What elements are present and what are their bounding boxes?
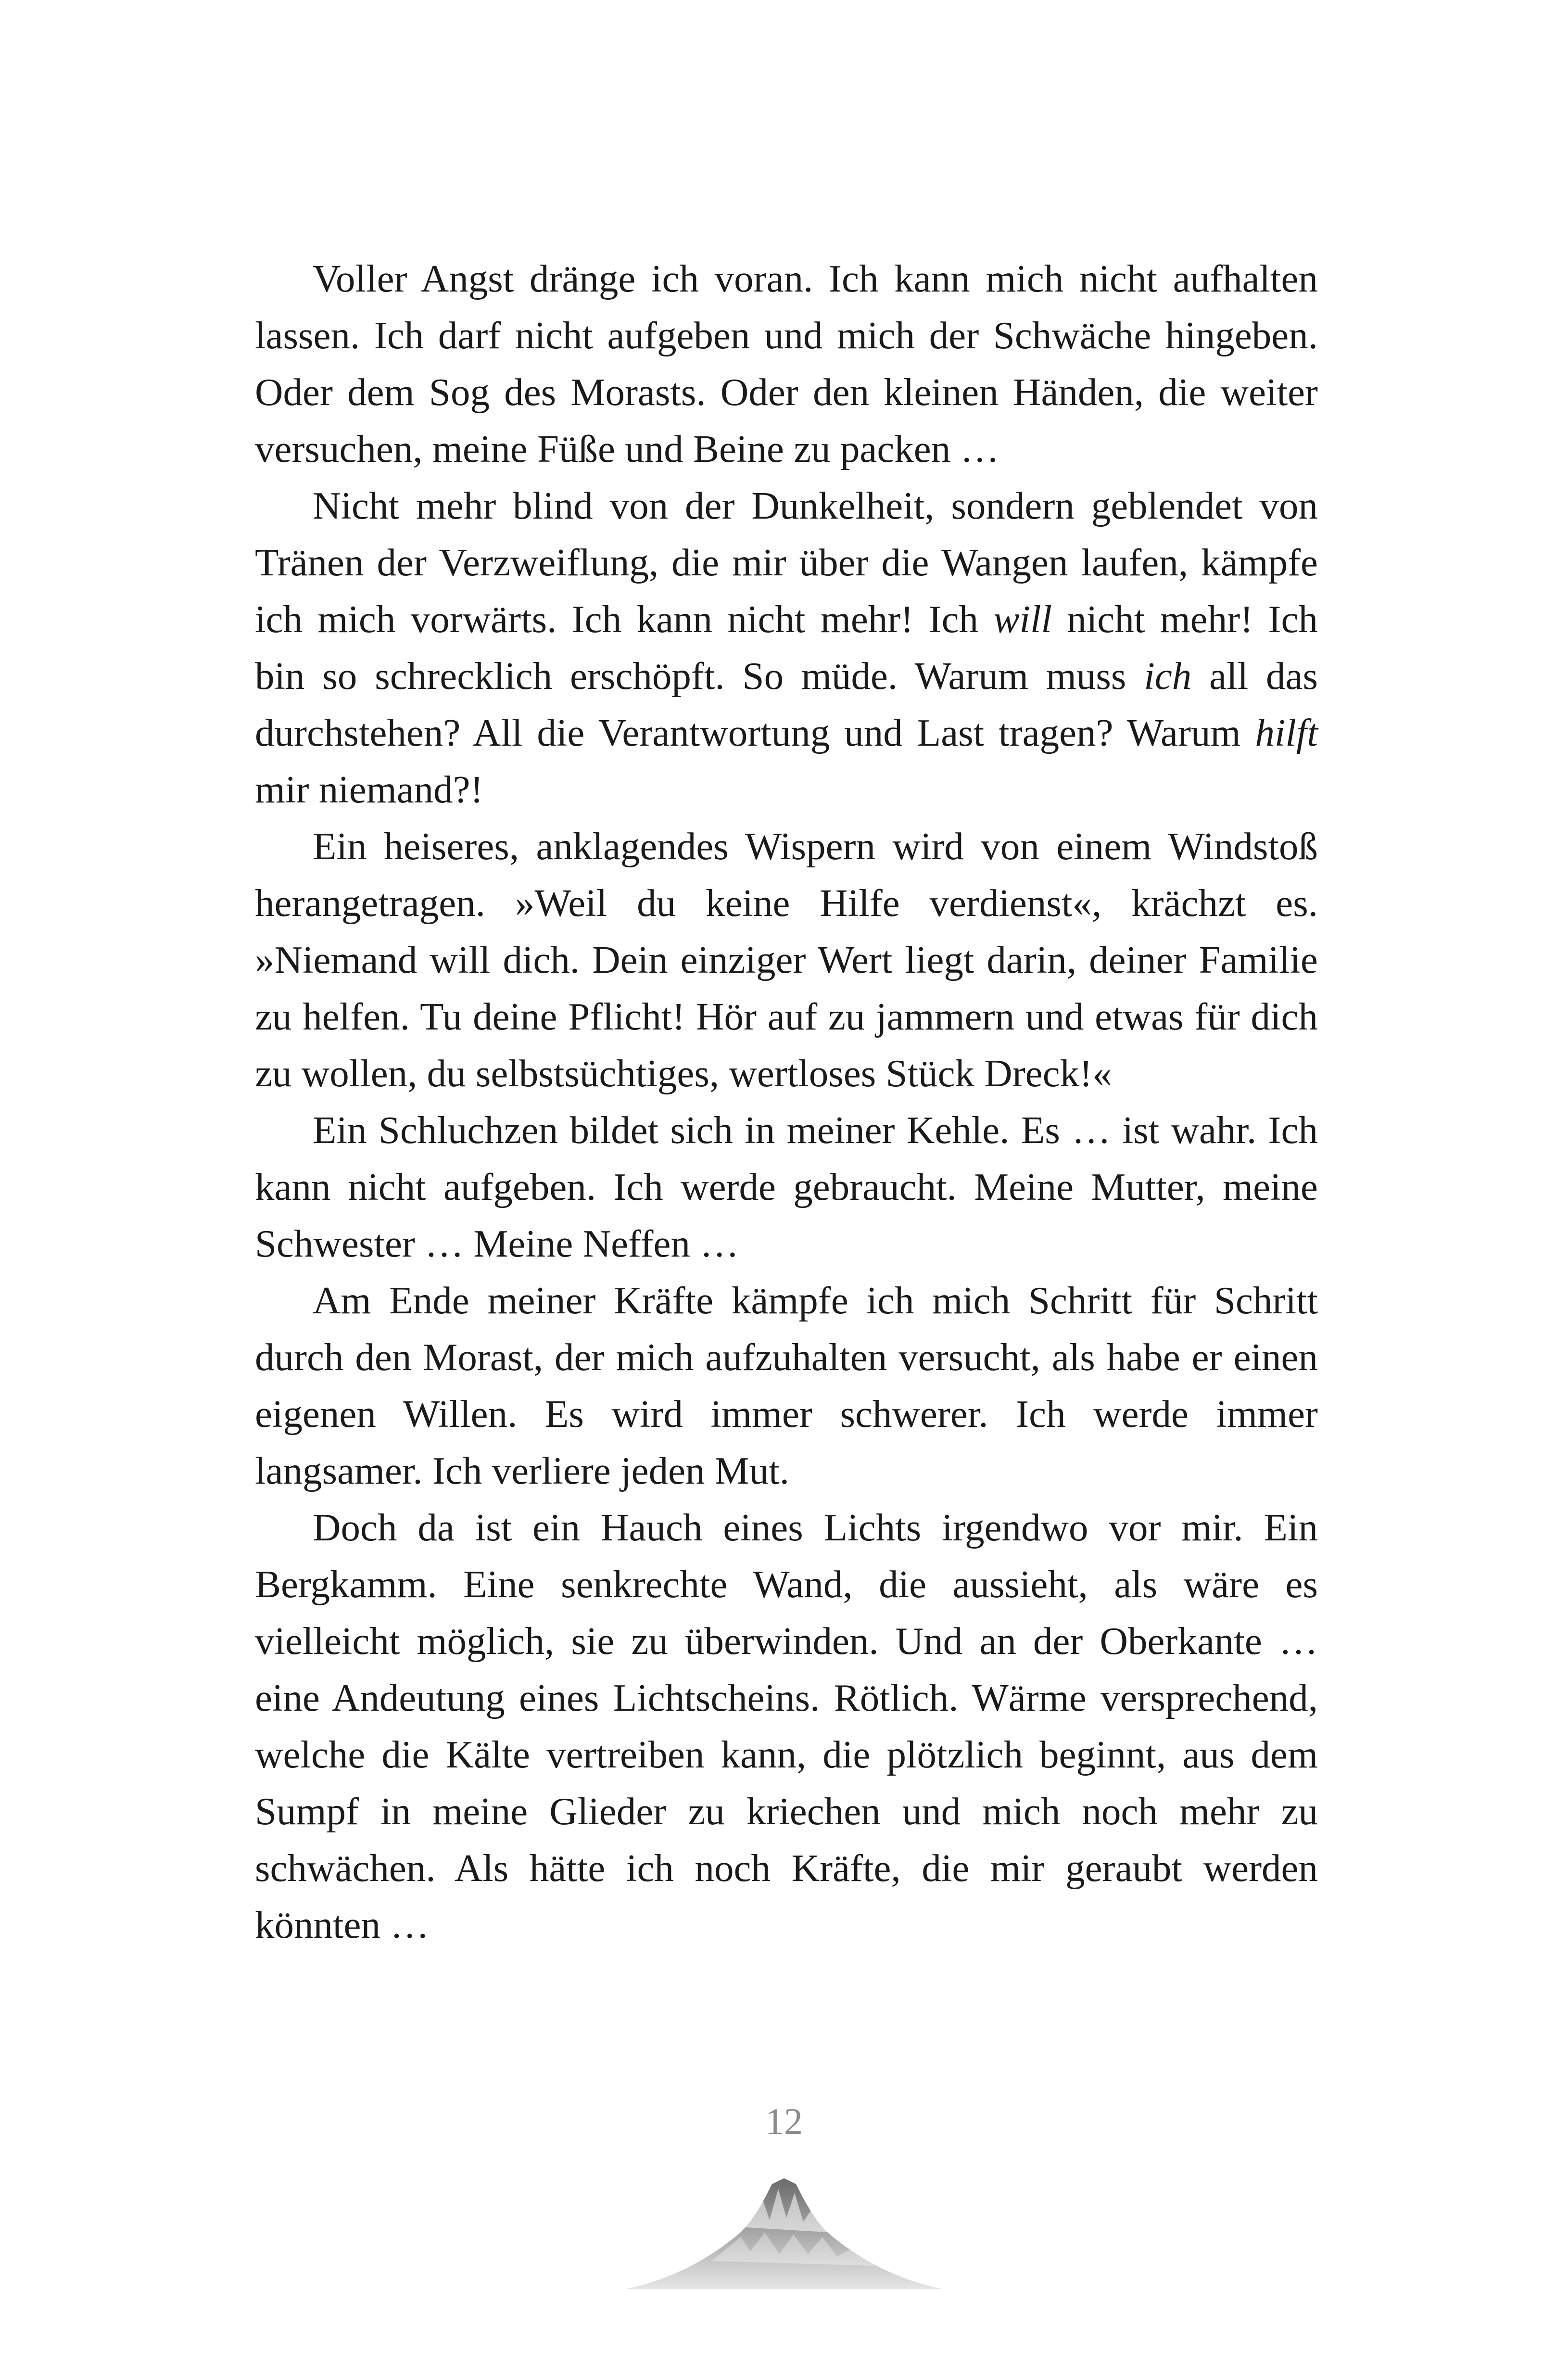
body-text (255, 250, 1318, 1953)
paragraph-3: Ein heiseres, anklagendes Wispern wird von einem Windstoß herangetragen. »Weil du keine Hilfe verdienst«, krächzt es. »Niemand will dich. Dein einziger Wert liegt darin, deiner Familie zu helfen. Tu deine Pflicht! Hör auf zu jammern und etwas für dich zu wollen, du selbstsüchtiges, wertloses Stück Dreck!« (255, 825, 1318, 1095)
paragraph-6: Doch da ist ein Hauch eines Lichts irgendwo vor mir. Ein Bergkamm. Eine senkrechte Wand, die aussieht, als wäre es vielleicht möglich, sie zu überwinden. Und an der Oberkante … eine Andeutung eines Lichtscheins. Rötlich. Wärme versprechend, welche die Kälte vertreiben kann, die plötzlich beginnt, aus dem Sumpf in meine Glieder zu kriechen und mich noch mehr zu schwächen. Als hätte ich noch Kräfte, die mir geraubt werden könnten … (255, 1506, 1318, 1946)
mountain-icon (625, 2136, 943, 2295)
paragraph-5: Am Ende meiner Kräfte kämpfe ich mich Schritt für Schritt durch den Morast, der mich aufzuhalten versucht, als habe er einen eigenen Willen. Es wird immer schwerer. Ich werde immer langsamer. Ich verliere jeden Mut. (255, 1279, 1318, 1492)
paragraph-4: Ein Schluchzen bildet sich in meiner Kehle. Es … ist wahr. Ich kann nicht aufgeben. Ich werde gebraucht. Meine Mutter, meine Schwester … Meine Neffen … (255, 1108, 1318, 1265)
paragraph-2: Nicht mehr blind von der Dunkelheit, sondern geblendet von Tränen der Verzweiflung, die mir über die Wangen laufen, kämpfe ich mich vorwärts. Ich kann nicht mehr! Ich will nicht mehr! Ich bin so schrecklich erschöpft. So müde. Warum muss ich all das durchstehen? All die Verantwortung und Last tragen? Warum hilft mir niemand?! (255, 484, 1318, 811)
page-number: 12 (765, 2100, 803, 2142)
paragraph-1: Voller Angst dränge ich voran. Ich kann mich nicht aufhalten lassen. Ich darf nicht aufgeben und mich der Schwäche hingeben. Oder dem Sog des Morasts. Oder den kleinen Händen, die weiter versuchen, meine Füße und Beine zu packen … (255, 257, 1318, 470)
